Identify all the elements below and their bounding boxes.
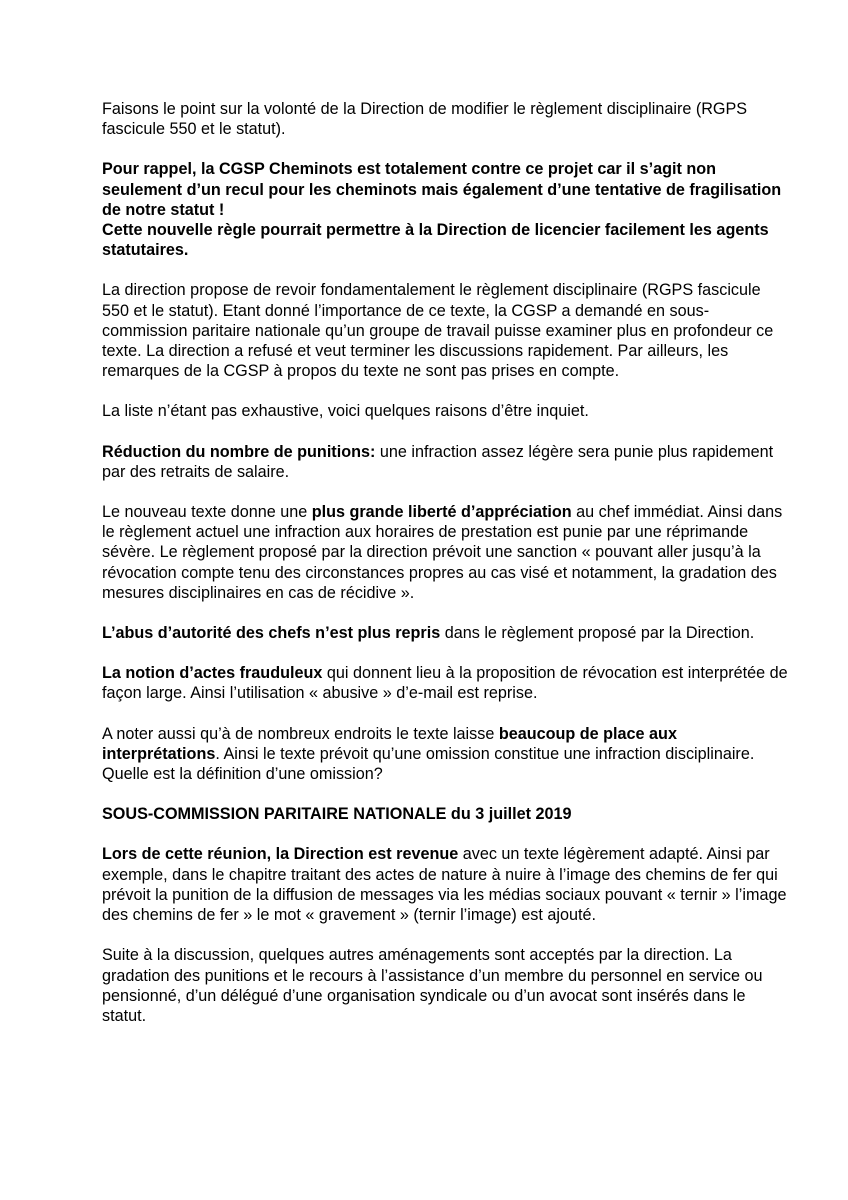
section-heading [102,804,788,824]
reunion-text: avec un texte légèrement adapté. Ainsi par exemple, dans le chapitre traitant des actes de nature à nuire à l’image des chemins de fer qui prévoit la punition de la diffusion de messages via les médias sociaux pouvant « ternir » l’image des chemins de fer » le mot « gravement » (ternir l’image) est ajouté. [102,845,787,925]
paragraph-list-intro: La liste n’étant pas exhaustive, voici quelques raisons d’être inquiet. [102,402,589,421]
punitions-bold: Réduction du nombre de punitions: [102,442,376,461]
paragraph-abus [102,623,788,643]
paragraph-amenagements: Suite à la discussion, quelques autres aménagements sont acceptés par la direction. La gradation des punitions et le recours à l’assistance d’un membre du personnel en service ou pensionné, d’un délégué d’une organisation syndicale ou d’un avocat sont insérés dans le statut. [102,946,763,1025]
reunion-bold: Lors de cette réunion, la Direction est revenue [102,845,459,864]
paragraph-intro: Faisons le point sur la volonté de la Direction de modifier le règlement disciplinaire (RGPS fascicule 550 et le statut). [102,100,748,139]
abus-text: dans le règlement proposé par la Direction. [440,624,755,643]
fraude-bold: La notion d’actes frauduleux [102,664,323,683]
paragraph-fraude [102,663,788,703]
paragraph-interpretations [102,724,788,785]
fraude-text: qui donnent lieu à la proposition de révocation est interprétée de façon large. Ainsi l’utilisation « abusive » d’e-mail est reprise. [102,664,788,703]
interpretations-bold: beaucoup de place aux interprétations [102,724,677,763]
abus-bold: L’abus d’autorité des chefs n’est plus repris [102,624,441,643]
heading-text: SOUS-COMMISSION PARITAIRE NATIONALE du 3 juillet 2019 [102,805,572,824]
paragraph-reminder [102,159,788,260]
liberte-text-a: Le nouveau texte donne une [102,503,312,522]
paragraph-liberte [102,502,788,603]
reminder-text: Pour rappel, la CGSP Cheminots est totalement contre ce projet car il s’agit non seulement d’un recul pour les cheminots mais également d’une tentative de fragilisation de notre statut ! [102,160,782,219]
punitions-text: une infraction assez légère sera punie plus rapidement par des retraits de salaire. [102,442,774,481]
reminder-text-2: Cette nouvelle règle pourrait permettre à la Direction de licencier facilement les agents statutaires. [102,221,769,260]
liberte-text-b: au chef immédiat. Ainsi dans le règlement actuel une infraction aux horaires de prestation est punie par une réprimande sévère. Le règlement proposé par la direction prévoit une sanction « pouvant aller jusqu’à la révocation compte tenu des circonstances propres au cas visé et notamment, la gradation des mesures disciplinaires en cas de récidive ». [102,503,783,602]
paragraph-punitions [102,442,788,482]
liberte-bold: plus grande liberté d’appréciation [311,503,572,522]
paragraph-proposal: La direction propose de revoir fondamentalement le règlement disciplinaire (RGPS fascicule 550 et le statut). Etant donné l’importance de ce texte, la CGSP a demandé en sous-commission paritaire nationale qu’un groupe de travail puisse examiner plus en profondeur ce texte. La direction a refusé et veut terminer les discussions rapidement. Par ailleurs, les remarques de la CGSP à propos du texte ne sont pas prises en compte. [102,281,774,381]
interpretations-text-a: A noter aussi qu’à de nombreux endroits le texte laisse [102,724,499,743]
paragraph-reunion [102,844,788,925]
interpretations-text-b: . Ainsi le texte prévoit qu’une omission constitue une infraction disciplinaire. Quelle est la définition d’une omission? [102,744,755,784]
